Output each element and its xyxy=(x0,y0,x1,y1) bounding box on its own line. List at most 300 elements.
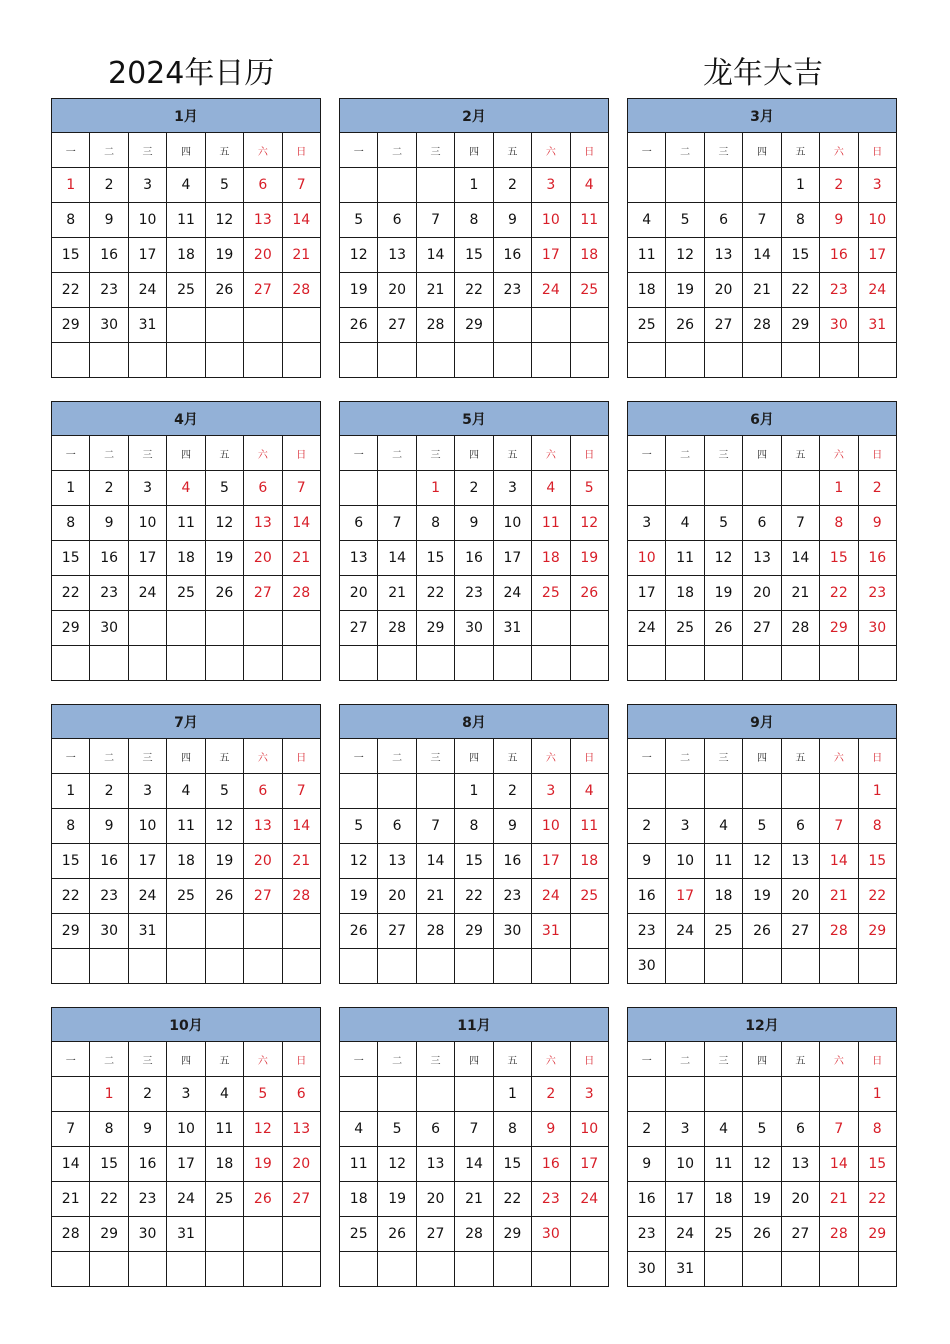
day-cell: 1 xyxy=(52,471,90,506)
empty-day-cell xyxy=(628,1077,666,1112)
day-cell: 5 xyxy=(666,203,704,238)
day-cell: 7 xyxy=(378,506,416,541)
weekday-label: 一 xyxy=(52,436,90,471)
weekday-label: 四 xyxy=(743,739,781,774)
day-cell: 29 xyxy=(858,914,896,949)
month-title: 3月 xyxy=(628,99,897,133)
day-cell: 6 xyxy=(781,809,819,844)
month-title: 9月 xyxy=(628,705,897,739)
day-cell: 24 xyxy=(167,1182,205,1217)
week-row xyxy=(52,1217,321,1252)
weekday-label: 一 xyxy=(52,133,90,168)
week-row xyxy=(628,774,897,809)
week-row xyxy=(340,1147,609,1182)
day-cell: 4 xyxy=(628,203,666,238)
day-cell: 13 xyxy=(244,506,282,541)
empty-day-cell xyxy=(628,774,666,809)
week-row xyxy=(628,1112,897,1147)
day-cell: 3 xyxy=(128,471,166,506)
day-cell: 1 xyxy=(781,168,819,203)
empty-day-cell xyxy=(205,949,243,984)
day-cell: 17 xyxy=(532,844,570,879)
day-cell: 25 xyxy=(704,1217,742,1252)
day-cell: 9 xyxy=(493,809,531,844)
day-cell: 19 xyxy=(244,1147,282,1182)
day-cell: 4 xyxy=(570,774,608,809)
day-cell: 15 xyxy=(455,844,493,879)
empty-day-cell xyxy=(340,949,378,984)
day-cell: 19 xyxy=(340,273,378,308)
day-cell: 31 xyxy=(128,914,166,949)
day-cell: 24 xyxy=(128,576,166,611)
day-cell: 16 xyxy=(90,541,128,576)
empty-day-cell xyxy=(455,949,493,984)
day-cell: 8 xyxy=(455,809,493,844)
empty-day-cell xyxy=(820,774,858,809)
empty-day-cell xyxy=(90,646,128,681)
day-cell: 22 xyxy=(52,879,90,914)
weekday-label: 一 xyxy=(628,133,666,168)
week-row xyxy=(340,273,609,308)
empty-day-cell xyxy=(244,914,282,949)
empty-day-cell xyxy=(570,646,608,681)
day-cell: 5 xyxy=(743,1112,781,1147)
day-cell: 27 xyxy=(781,914,819,949)
day-cell: 2 xyxy=(90,471,128,506)
day-cell: 14 xyxy=(743,238,781,273)
day-cell: 15 xyxy=(493,1147,531,1182)
weekday-label: 日 xyxy=(858,133,896,168)
empty-day-cell xyxy=(167,343,205,378)
week-row xyxy=(340,1217,609,1252)
month-table xyxy=(627,98,897,378)
week-row xyxy=(52,1252,321,1287)
day-cell: 13 xyxy=(704,238,742,273)
week-row xyxy=(340,646,609,681)
day-cell: 25 xyxy=(167,273,205,308)
day-cell: 7 xyxy=(282,168,320,203)
week-row xyxy=(52,541,321,576)
weekday-label: 六 xyxy=(820,133,858,168)
day-cell: 24 xyxy=(858,273,896,308)
day-cell: 22 xyxy=(455,879,493,914)
day-cell: 17 xyxy=(532,238,570,273)
weekday-label: 一 xyxy=(628,739,666,774)
day-cell: 8 xyxy=(90,1112,128,1147)
empty-day-cell xyxy=(416,1077,454,1112)
empty-day-cell xyxy=(858,646,896,681)
weekday-label: 日 xyxy=(282,436,320,471)
day-cell: 23 xyxy=(628,1217,666,1252)
day-cell: 27 xyxy=(416,1217,454,1252)
day-cell: 2 xyxy=(90,168,128,203)
empty-day-cell xyxy=(244,1252,282,1287)
week-row xyxy=(628,238,897,273)
empty-day-cell xyxy=(743,1077,781,1112)
weekday-label: 二 xyxy=(378,436,416,471)
day-cell: 12 xyxy=(743,1147,781,1182)
day-cell: 11 xyxy=(704,844,742,879)
empty-day-cell xyxy=(128,343,166,378)
empty-day-cell xyxy=(90,343,128,378)
empty-day-cell xyxy=(416,646,454,681)
week-row xyxy=(628,506,897,541)
day-cell: 2 xyxy=(90,774,128,809)
day-cell: 22 xyxy=(781,273,819,308)
empty-day-cell xyxy=(167,611,205,646)
month-block xyxy=(627,704,897,987)
week-row xyxy=(628,1217,897,1252)
weekday-label: 二 xyxy=(378,739,416,774)
weekday-label: 四 xyxy=(743,133,781,168)
day-cell: 20 xyxy=(781,1182,819,1217)
weekday-label: 日 xyxy=(858,739,896,774)
week-row xyxy=(52,1147,321,1182)
week-row xyxy=(628,1252,897,1287)
day-cell: 2 xyxy=(128,1077,166,1112)
empty-day-cell xyxy=(416,343,454,378)
day-cell: 6 xyxy=(244,168,282,203)
day-cell: 22 xyxy=(820,576,858,611)
empty-day-cell xyxy=(743,343,781,378)
day-cell: 5 xyxy=(244,1077,282,1112)
weekday-label: 二 xyxy=(378,133,416,168)
day-cell: 14 xyxy=(455,1147,493,1182)
weekday-label: 一 xyxy=(628,436,666,471)
day-cell: 21 xyxy=(781,576,819,611)
day-cell: 20 xyxy=(378,273,416,308)
day-cell: 25 xyxy=(666,611,704,646)
day-cell: 10 xyxy=(167,1112,205,1147)
empty-day-cell xyxy=(244,308,282,343)
empty-day-cell xyxy=(244,949,282,984)
day-cell: 9 xyxy=(493,203,531,238)
empty-day-cell xyxy=(244,611,282,646)
day-cell: 24 xyxy=(532,879,570,914)
day-cell: 14 xyxy=(781,541,819,576)
week-row xyxy=(340,1112,609,1147)
weekday-label: 日 xyxy=(282,133,320,168)
day-cell: 9 xyxy=(858,506,896,541)
day-cell: 9 xyxy=(455,506,493,541)
empty-day-cell xyxy=(666,168,704,203)
day-cell: 7 xyxy=(820,1112,858,1147)
month-block xyxy=(627,98,897,381)
day-cell: 15 xyxy=(858,844,896,879)
day-cell: 7 xyxy=(455,1112,493,1147)
day-cell: 13 xyxy=(378,238,416,273)
week-row xyxy=(340,576,609,611)
empty-day-cell xyxy=(205,343,243,378)
day-cell: 23 xyxy=(820,273,858,308)
day-cell: 13 xyxy=(416,1147,454,1182)
day-cell: 24 xyxy=(570,1182,608,1217)
day-cell: 28 xyxy=(743,308,781,343)
day-cell: 4 xyxy=(167,774,205,809)
day-cell: 31 xyxy=(128,308,166,343)
empty-day-cell xyxy=(743,471,781,506)
day-cell: 19 xyxy=(666,273,704,308)
day-cell: 4 xyxy=(167,471,205,506)
empty-day-cell xyxy=(493,308,531,343)
week-row xyxy=(340,506,609,541)
day-cell: 17 xyxy=(666,879,704,914)
weekday-label: 二 xyxy=(90,436,128,471)
week-row xyxy=(52,844,321,879)
week-row xyxy=(628,203,897,238)
day-cell: 8 xyxy=(820,506,858,541)
month-block xyxy=(51,98,321,381)
day-cell: 23 xyxy=(90,273,128,308)
empty-day-cell xyxy=(820,949,858,984)
day-cell: 31 xyxy=(493,611,531,646)
weekday-label: 一 xyxy=(340,1042,378,1077)
weekday-label: 六 xyxy=(532,1042,570,1077)
day-cell: 8 xyxy=(52,203,90,238)
empty-day-cell xyxy=(378,1077,416,1112)
empty-day-cell xyxy=(743,774,781,809)
day-cell: 10 xyxy=(128,203,166,238)
page-title: 2024年日历 xyxy=(108,56,275,91)
empty-day-cell xyxy=(167,914,205,949)
day-cell: 1 xyxy=(52,774,90,809)
empty-day-cell xyxy=(781,774,819,809)
day-cell: 17 xyxy=(858,238,896,273)
weekday-label: 日 xyxy=(282,739,320,774)
day-cell: 15 xyxy=(52,541,90,576)
week-row xyxy=(52,949,321,984)
weekday-label: 四 xyxy=(455,1042,493,1077)
weekday-label: 六 xyxy=(820,739,858,774)
day-cell: 29 xyxy=(416,611,454,646)
weekday-label: 二 xyxy=(378,1042,416,1077)
day-cell: 17 xyxy=(628,576,666,611)
day-cell: 18 xyxy=(628,273,666,308)
weekday-label: 日 xyxy=(570,133,608,168)
empty-day-cell xyxy=(820,1252,858,1287)
day-cell: 23 xyxy=(493,879,531,914)
empty-day-cell xyxy=(282,646,320,681)
weekday-label: 二 xyxy=(666,133,704,168)
day-cell: 1 xyxy=(455,168,493,203)
day-cell: 3 xyxy=(167,1077,205,1112)
empty-day-cell xyxy=(455,343,493,378)
empty-day-cell xyxy=(340,1252,378,1287)
week-row xyxy=(628,541,897,576)
week-row xyxy=(52,646,321,681)
day-cell: 4 xyxy=(205,1077,243,1112)
day-cell: 8 xyxy=(858,809,896,844)
day-cell: 30 xyxy=(90,914,128,949)
day-cell: 21 xyxy=(282,844,320,879)
empty-day-cell xyxy=(570,611,608,646)
empty-day-cell xyxy=(455,1077,493,1112)
week-row xyxy=(52,774,321,809)
day-cell: 1 xyxy=(493,1077,531,1112)
day-cell: 18 xyxy=(205,1147,243,1182)
day-cell: 22 xyxy=(493,1182,531,1217)
month-table xyxy=(339,98,609,378)
weekday-label: 五 xyxy=(205,133,243,168)
month-block xyxy=(627,401,897,684)
day-cell: 28 xyxy=(282,576,320,611)
weekday-label: 五 xyxy=(493,436,531,471)
day-cell: 6 xyxy=(340,506,378,541)
weekday-label: 二 xyxy=(90,1042,128,1077)
empty-day-cell xyxy=(704,1252,742,1287)
empty-day-cell xyxy=(282,343,320,378)
empty-day-cell xyxy=(493,1252,531,1287)
day-cell: 15 xyxy=(781,238,819,273)
week-row xyxy=(52,238,321,273)
week-row xyxy=(340,1077,609,1112)
empty-day-cell xyxy=(378,343,416,378)
day-cell: 9 xyxy=(128,1112,166,1147)
day-cell: 15 xyxy=(52,844,90,879)
empty-day-cell xyxy=(704,1077,742,1112)
day-cell: 12 xyxy=(340,844,378,879)
day-cell: 29 xyxy=(858,1217,896,1252)
weekday-label: 一 xyxy=(52,739,90,774)
empty-day-cell xyxy=(205,611,243,646)
empty-day-cell xyxy=(493,646,531,681)
day-cell: 28 xyxy=(820,1217,858,1252)
day-cell: 28 xyxy=(282,879,320,914)
day-cell: 30 xyxy=(128,1217,166,1252)
day-cell: 16 xyxy=(820,238,858,273)
weekday-label: 三 xyxy=(128,739,166,774)
weekday-label: 三 xyxy=(416,1042,454,1077)
day-cell: 14 xyxy=(52,1147,90,1182)
day-cell: 17 xyxy=(128,541,166,576)
empty-day-cell xyxy=(570,308,608,343)
weekday-label: 二 xyxy=(666,739,704,774)
weekday-label: 五 xyxy=(493,739,531,774)
day-cell: 30 xyxy=(90,611,128,646)
week-row xyxy=(52,506,321,541)
empty-day-cell xyxy=(532,611,570,646)
day-cell: 6 xyxy=(378,203,416,238)
day-cell: 28 xyxy=(455,1217,493,1252)
day-cell: 12 xyxy=(570,506,608,541)
day-cell: 31 xyxy=(666,1252,704,1287)
empty-day-cell xyxy=(378,774,416,809)
day-cell: 4 xyxy=(532,471,570,506)
empty-day-cell xyxy=(628,646,666,681)
week-row xyxy=(628,1182,897,1217)
day-cell: 5 xyxy=(570,471,608,506)
day-cell: 2 xyxy=(820,168,858,203)
day-cell: 6 xyxy=(781,1112,819,1147)
day-cell: 7 xyxy=(416,809,454,844)
day-cell: 14 xyxy=(282,809,320,844)
day-cell: 27 xyxy=(378,914,416,949)
empty-day-cell xyxy=(282,611,320,646)
day-cell: 26 xyxy=(340,308,378,343)
day-cell: 12 xyxy=(340,238,378,273)
weekday-label: 日 xyxy=(282,1042,320,1077)
day-cell: 29 xyxy=(455,308,493,343)
week-row xyxy=(52,1112,321,1147)
empty-day-cell xyxy=(493,949,531,984)
day-cell: 16 xyxy=(628,879,666,914)
weekday-label: 三 xyxy=(128,436,166,471)
empty-day-cell xyxy=(378,471,416,506)
empty-day-cell xyxy=(52,1077,90,1112)
day-cell: 29 xyxy=(493,1217,531,1252)
empty-day-cell xyxy=(455,646,493,681)
day-cell: 6 xyxy=(282,1077,320,1112)
day-cell: 3 xyxy=(128,774,166,809)
week-row xyxy=(628,1147,897,1182)
empty-day-cell xyxy=(570,1217,608,1252)
day-cell: 16 xyxy=(128,1147,166,1182)
empty-day-cell xyxy=(628,471,666,506)
month-table xyxy=(627,401,897,681)
empty-day-cell xyxy=(340,168,378,203)
month-table xyxy=(339,704,609,984)
day-cell: 17 xyxy=(128,238,166,273)
day-cell: 20 xyxy=(340,576,378,611)
day-cell: 18 xyxy=(167,844,205,879)
day-cell: 3 xyxy=(666,809,704,844)
day-cell: 16 xyxy=(90,844,128,879)
empty-day-cell xyxy=(416,949,454,984)
day-cell: 14 xyxy=(282,203,320,238)
day-cell: 16 xyxy=(455,541,493,576)
day-cell: 23 xyxy=(90,576,128,611)
day-cell: 18 xyxy=(340,1182,378,1217)
empty-day-cell xyxy=(570,1252,608,1287)
week-row xyxy=(340,168,609,203)
day-cell: 25 xyxy=(532,576,570,611)
empty-day-cell xyxy=(858,1252,896,1287)
day-cell: 10 xyxy=(128,809,166,844)
weekday-label: 日 xyxy=(858,436,896,471)
day-cell: 1 xyxy=(820,471,858,506)
day-cell: 8 xyxy=(416,506,454,541)
day-cell: 13 xyxy=(282,1112,320,1147)
day-cell: 23 xyxy=(90,879,128,914)
week-row xyxy=(628,879,897,914)
day-cell: 25 xyxy=(167,879,205,914)
day-cell: 30 xyxy=(628,949,666,984)
day-cell: 2 xyxy=(532,1077,570,1112)
day-cell: 22 xyxy=(52,576,90,611)
week-row xyxy=(628,611,897,646)
day-cell: 2 xyxy=(858,471,896,506)
week-row xyxy=(628,576,897,611)
empty-day-cell xyxy=(704,949,742,984)
week-row xyxy=(340,471,609,506)
day-cell: 8 xyxy=(455,203,493,238)
day-cell: 23 xyxy=(493,273,531,308)
day-cell: 23 xyxy=(628,914,666,949)
day-cell: 19 xyxy=(205,844,243,879)
empty-day-cell xyxy=(820,343,858,378)
week-row xyxy=(52,471,321,506)
day-cell: 11 xyxy=(167,809,205,844)
day-cell: 7 xyxy=(781,506,819,541)
empty-day-cell xyxy=(205,1252,243,1287)
empty-day-cell xyxy=(532,1252,570,1287)
month-title: 5月 xyxy=(340,402,609,436)
day-cell: 24 xyxy=(128,879,166,914)
week-row xyxy=(340,611,609,646)
week-row xyxy=(628,914,897,949)
empty-day-cell xyxy=(781,949,819,984)
week-row xyxy=(340,343,609,378)
